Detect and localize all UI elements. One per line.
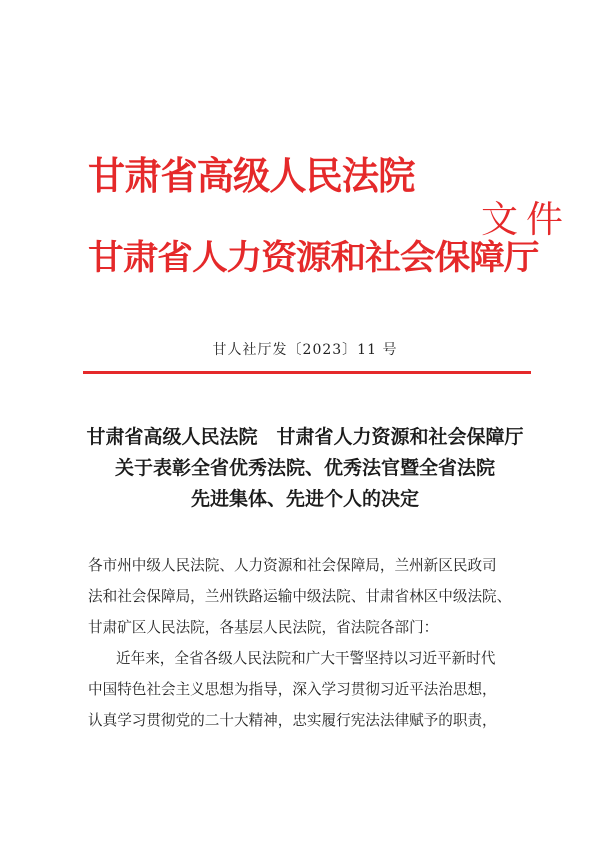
document-title: [0, 422, 610, 515]
recipients-line-2: 法和社会保障局，兰州铁路运输中级法院、甘肃省林区中级法院、: [88, 588, 512, 605]
recipients-line-1: 各市州中级人民法院、人力资源和社会保障局，兰州新区民政司: [88, 557, 497, 574]
red-separator-line: [83, 371, 531, 374]
issuer-name-court: 甘肃省高级人民法院: [88, 153, 415, 198]
document-body: [88, 550, 548, 736]
paragraph-line-3: 认真学习贯彻党的二十大精神，忠实履行宪法法律赋予的职责，: [88, 712, 497, 729]
paragraph-line-2: 中国特色社会主义思想为指导，深入学习贯彻习近平法治思想，: [88, 681, 497, 698]
document-suffix-wenjian: 文件: [481, 198, 571, 241]
recipients-line-3: 甘肃矿区人民法院，各基层人民法院，省法院各部门：: [88, 619, 439, 636]
title-line-1: 甘肃省高级人民法院 甘肃省人力资源和社会保障厅: [86, 426, 524, 448]
title-line-3: 先进集体、先进个人的决定: [190, 488, 419, 510]
paragraph-line-1: 近年来，全省各级人民法院和广大干警坚持以习近平新时代: [116, 650, 496, 667]
issuer-header: [88, 150, 571, 300]
issuer-name-hr-department: 甘肃省人力资源和社会保障厅: [88, 238, 539, 278]
document-number: 甘人社厅发〔2023〕11 号: [212, 342, 398, 358]
title-line-2: 关于表彰全省优秀法院、优秀法官暨全省法院: [114, 457, 495, 479]
